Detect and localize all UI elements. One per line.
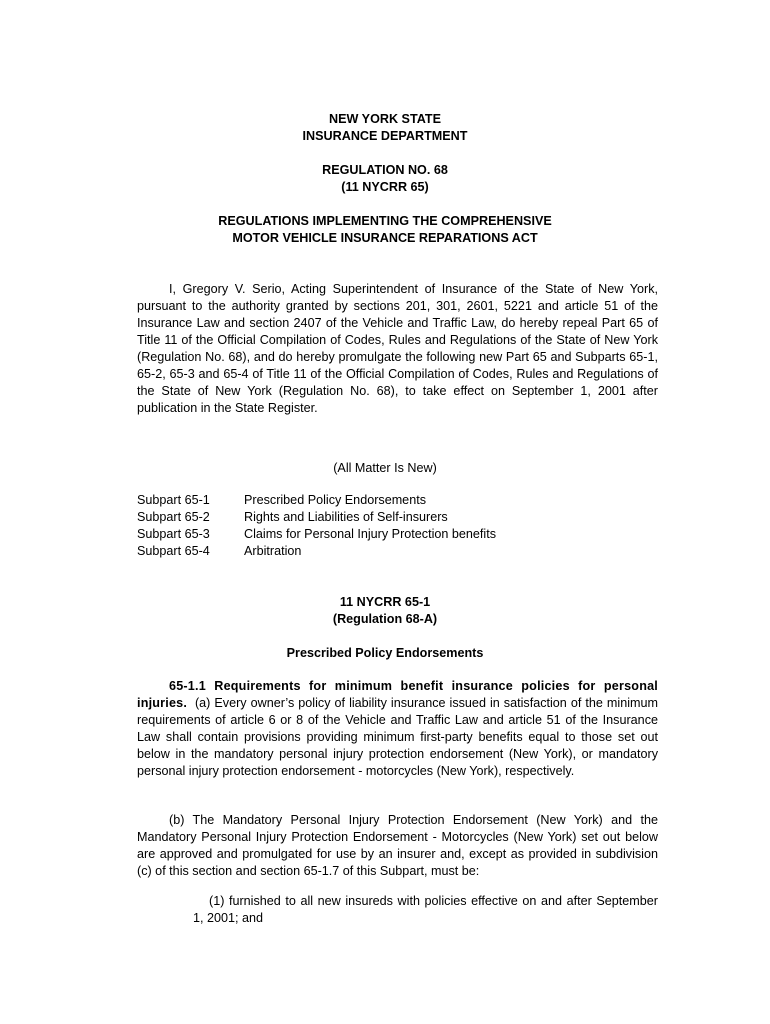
subpart-title: Rights and Liabilities of Self-insurers	[244, 510, 448, 524]
regulation-number: REGULATION NO. 68	[322, 163, 448, 177]
regulation-nycrr: (11 NYCRR 65)	[341, 180, 429, 194]
list-item	[137, 509, 637, 526]
subpart-title: Prescribed Policy Endorsements	[244, 493, 426, 507]
header-regulation	[0, 162, 770, 196]
section-65-1-1-paragraph-b: (b) The Mandatory Personal Injury Protection Endorsement (New York) and the Mandatory Personal Injury Protection Endorsement - Motorcycles (New York) set out below are approved and promulgated for use by an insurer and, except as provided in subdivision (c) of this section and section 65-1.7 of this Subpart, must be:	[137, 813, 658, 878]
header-state: NEW YORK STATE	[329, 112, 441, 126]
subpart-title: Claims for Personal Injury Protection benefits	[244, 527, 496, 541]
paragraph-a-text: (a) Every owner’s policy of liability insurance issued in satisfaction of the minimum requirements of article 6 or 8 of the Vehicle and Traffic Law and article 51 of the Insurance Law shall contain provisions providing minimum first-party benefits equal to those set out below in the mandatory personal injury protection endorsement (New York), or mandatory personal injury protection endorsement - motorcycles (New York), respectively.	[137, 696, 658, 778]
subpart-title: Arbitration	[244, 544, 302, 558]
title-line-1: REGULATIONS IMPLEMENTING THE COMPREHENSIVE	[218, 214, 552, 228]
section-title-block	[0, 645, 770, 662]
list-item	[137, 492, 637, 509]
document-title	[0, 213, 770, 247]
list-item	[137, 526, 637, 543]
section-regulation: (Regulation 68-A)	[332, 612, 438, 626]
subpart-number: Subpart 65-4	[137, 544, 210, 558]
section-65-1-1-item-1: (1) furnished to all new insureds with policies effective on and after September 1, 2001; and	[193, 894, 658, 925]
section-heading	[0, 594, 770, 628]
title-line-2: MOTOR VEHICLE INSURANCE REPARATIONS ACT	[232, 231, 538, 245]
section-nycrr: 11 NYCRR 65-1	[339, 595, 431, 609]
list-item	[137, 543, 637, 560]
subpart-number: Subpart 65-1	[137, 493, 210, 507]
subpart-number: Subpart 65-3	[137, 527, 210, 541]
intro-paragraph: I, Gregory V. Serio, Acting Superintendent of Insurance of the State of New York, pursuant to the authority granted by sections 201, 301, 2601, 5221 and article 51 of the Insurance Law and section 2407 of the Vehicle and Traffic Law, do hereby repeal Part 65 of Title 11 of the Official Compilation of Codes, Rules and Regulations of the State of New York (Regulation No. 68), and do hereby promulgate the following new Part 65 and Subparts 65-1, 65-2, 65-3 and 65-4 of Title 11 of the Official Compilation of Codes, Rules and Regulations of the State of New York (Regulation No. 68), to take effect on September 1, 2001 after publication in the State Register.	[137, 282, 658, 415]
subparts-list	[137, 492, 637, 560]
all-matter-note-block	[0, 460, 770, 477]
all-matter-note: (All Matter Is New)	[333, 461, 437, 475]
header-agency	[0, 111, 770, 145]
section-65-1-1-heading: 65-1.1 Requirements for minimum benefit insurance policies for personal injuries	[137, 679, 658, 710]
section-title: Prescribed Policy Endorsements	[286, 646, 484, 660]
section-65-1-1-paragraph-a: 65-1.1 Requirements for minimum benefit insurance policies for personal injuries. (a) Every owner’s policy of liability insurance issued in satisfaction of the minimum requirements of article 6 or 8 of the Vehicle and Traffic Law and article 51 of the Insurance Law shall contain provisions providing minimum first-party benefits equal to those set out below in the mandatory personal injury protection endorsement (New York), or mandatory personal injury protection endorsement - motorcycles (New York), respectively.	[137, 679, 658, 778]
subpart-number: Subpart 65-2	[137, 510, 210, 524]
header-department: INSURANCE DEPARTMENT	[302, 129, 468, 143]
